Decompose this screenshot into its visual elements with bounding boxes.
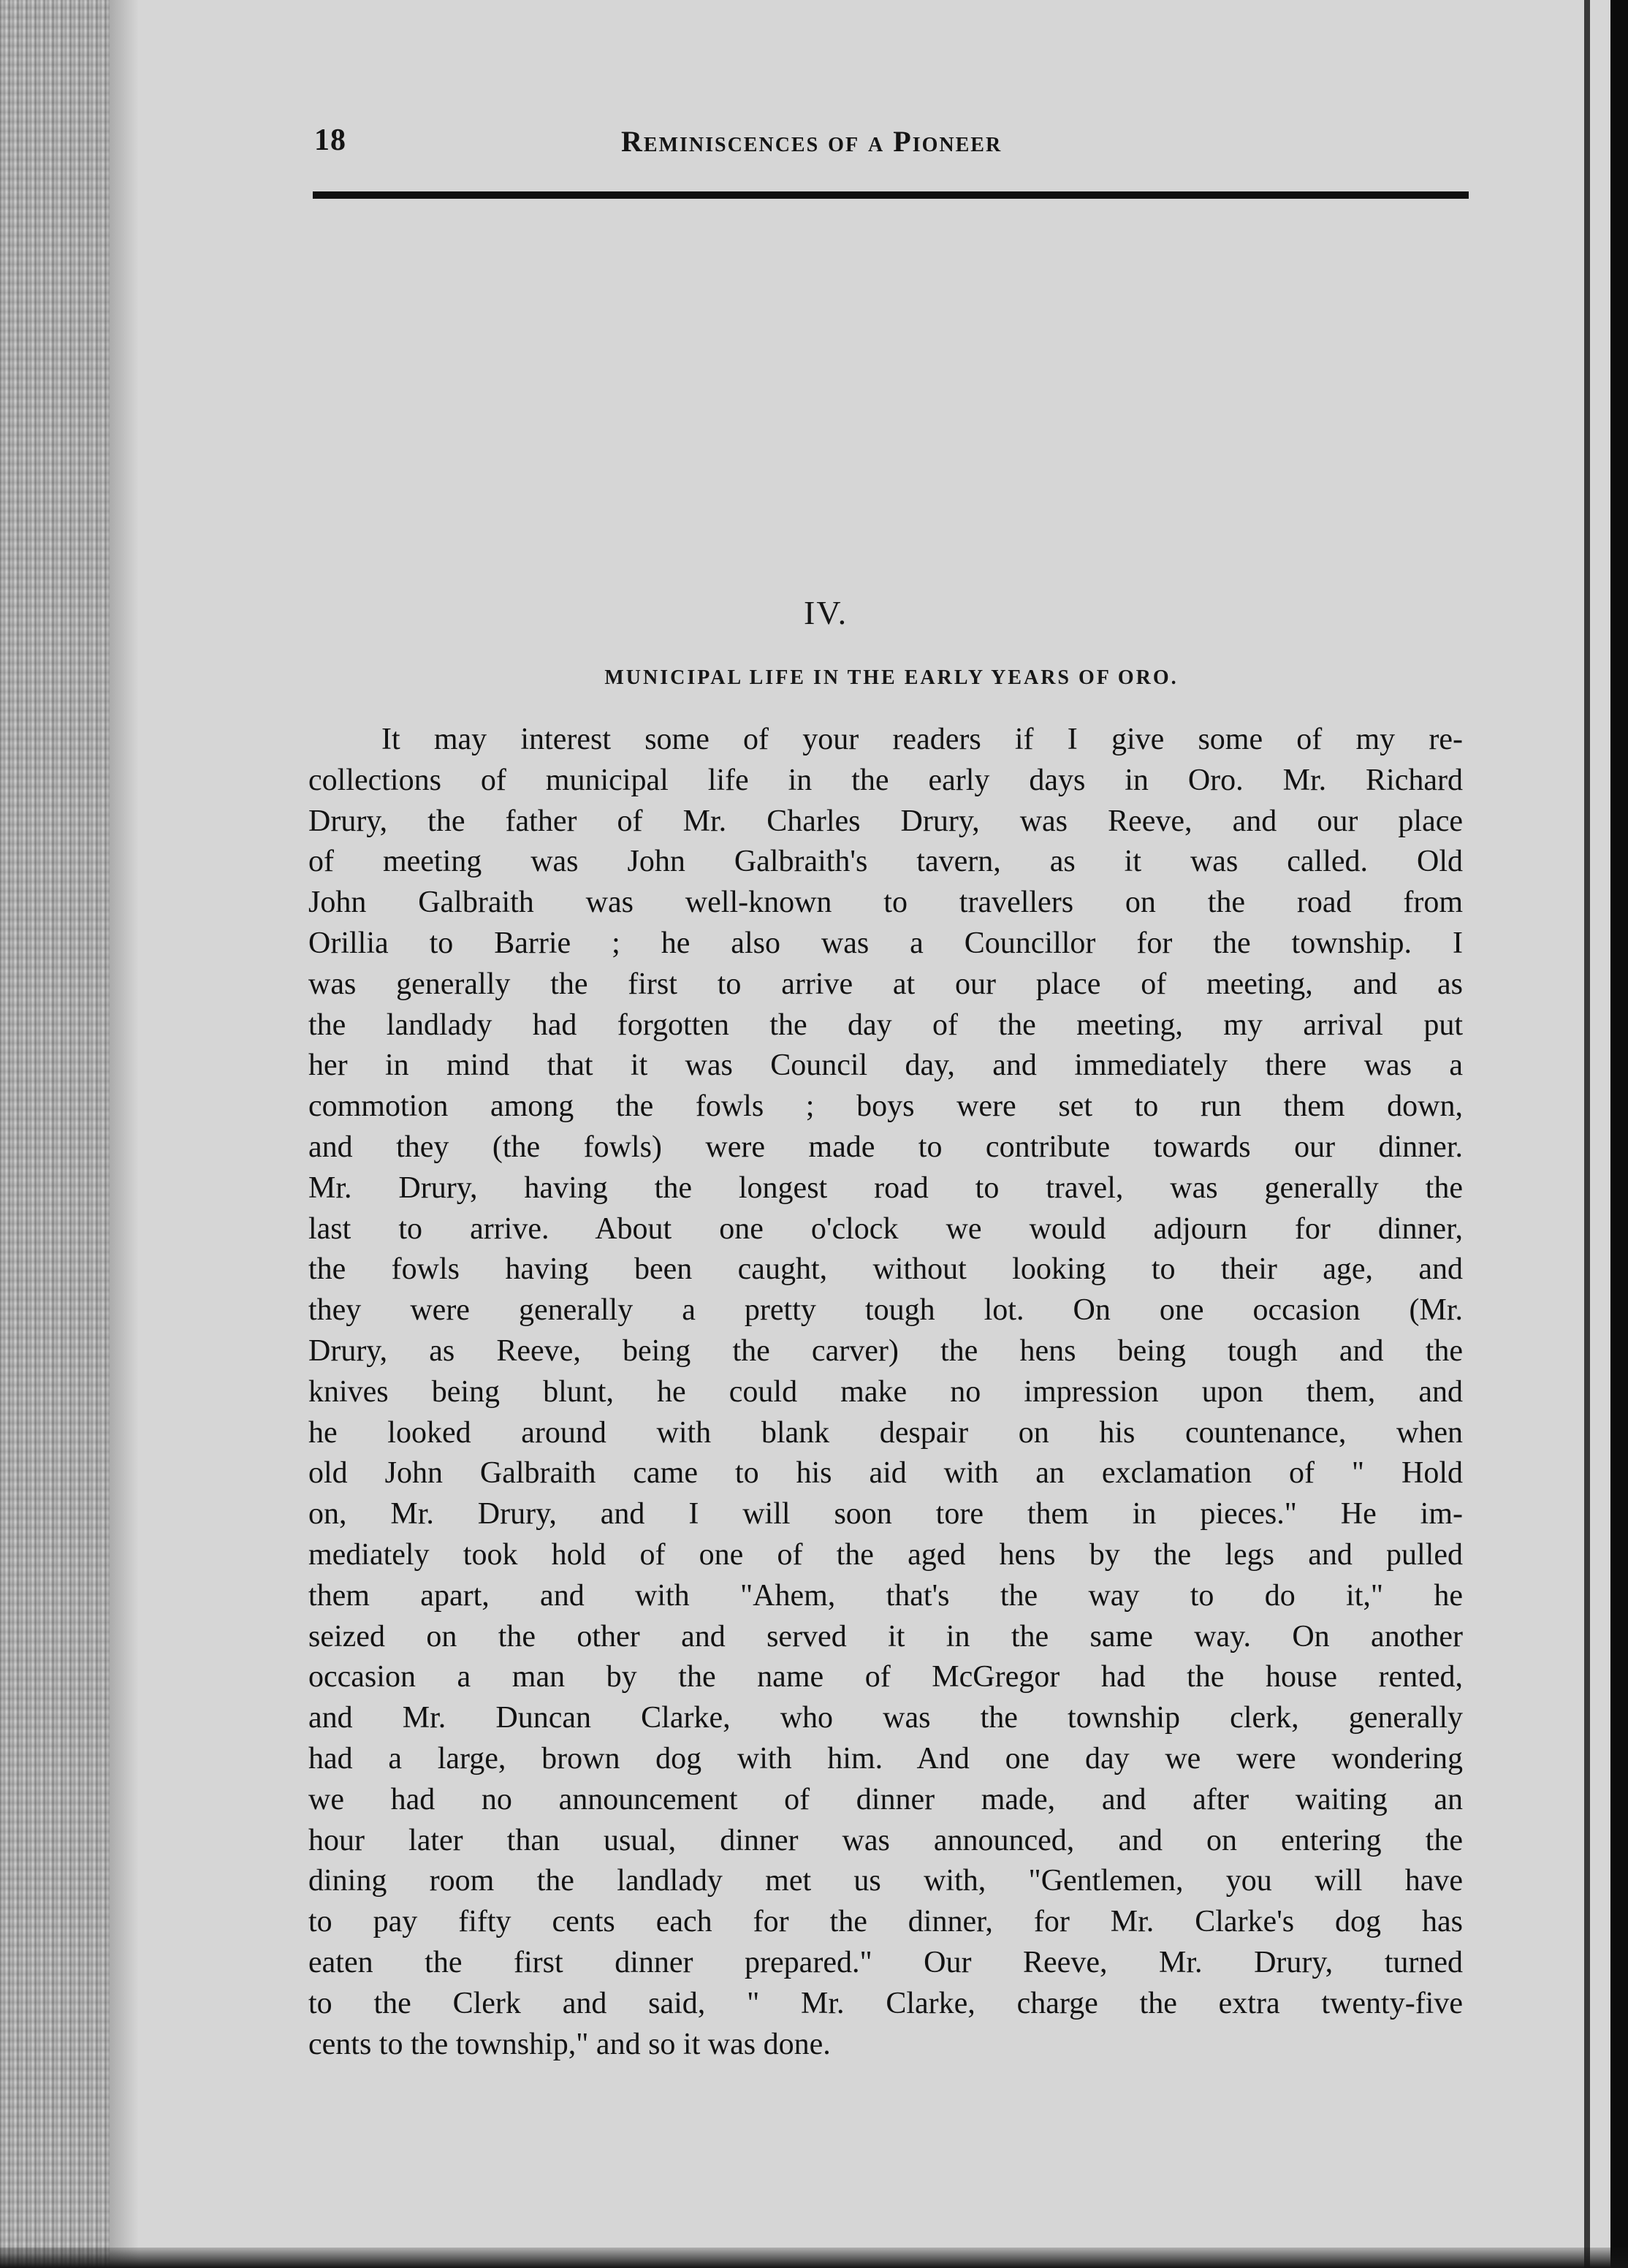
text-line: mediately took hold of one of the aged hens by the legs and pulled [308, 1537, 1463, 1572]
text-line: hour later than usual, dinner was announced, and on entering the [308, 1823, 1463, 1857]
text-line: collections of municipal life in the early days in Oro. Mr. Richard [308, 763, 1463, 797]
text-line: Mr. Drury, having the longest road to travel, was generally the [308, 1171, 1463, 1205]
body-paragraph [308, 720, 1463, 2065]
text-line: seized on the other and served it in the same way. On another [308, 1619, 1463, 1654]
text-line: It may interest some of your readers if I give some of my re- [381, 723, 1463, 756]
text-line: occasion a man by the name of McGregor had the house rented, [308, 1660, 1463, 1694]
text-line: knives being blunt, he could make no impression upon them, and [308, 1374, 1463, 1409]
text-line: of meeting was John Galbraith's tavern, as it was called. Old [308, 845, 1463, 879]
chapter-title: MUNICIPAL LIFE IN THE EARLY YEARS OF ORO. [604, 666, 1179, 689]
text-line: commotion among the fowls ; boys were set to run them down, [308, 1089, 1463, 1124]
running-header [314, 117, 1469, 175]
text-line: the landlady had forgotten the day of the meeting, my arrival put [308, 1008, 1463, 1042]
text-line: Orillia to Barrie ; he also was a Councillor for the township. I [308, 926, 1463, 960]
header-rule [313, 191, 1469, 199]
chapter-numeral: IV. [804, 594, 848, 631]
text-line: them apart, and with "Ahem, that's the way to do it," he [308, 1578, 1463, 1613]
text-line: we had no announcement of dinner made, and after waiting an [308, 1782, 1463, 1816]
page-bottom-edge [0, 2248, 1628, 2268]
text-line: on, Mr. Drury, and I will soon tore them in pieces." He im- [308, 1497, 1463, 1531]
text-line: her in mind that it was Council day, and immediately there was a [308, 1049, 1463, 1083]
text-line: Drury, as Reeve, being the carver) the hens being tough and the [308, 1333, 1463, 1368]
text-line: Drury, the father of Mr. Charles Drury, was Reeve, and our place [308, 804, 1463, 838]
text-line: cents to the township," and so it was done. [308, 2027, 831, 2061]
text-line: eaten the first dinner prepared." Our Reeve, Mr. Drury, turned [308, 1945, 1463, 1979]
text-line: to the Clerk and said, " Mr. Clarke, charge the extra twenty-five [308, 1986, 1463, 2020]
text-line: to pay fifty cents each for the dinner, for Mr. Clarke's dog has [308, 1905, 1463, 1939]
text-line: and Mr. Duncan Clarke, who was the township clerk, generally [308, 1701, 1463, 1735]
binding-shadow [110, 0, 139, 2268]
text-line: dining room the landlady met us with, "Gentlemen, you will have [308, 1864, 1463, 1898]
text-line: had a large, brown dog with him. And one day we were wondering [308, 1741, 1463, 1776]
text-line: he looked around with blank despair on his countenance, when [308, 1415, 1463, 1450]
text-line: they were generally a pretty tough lot. On one occasion (Mr. [308, 1293, 1463, 1328]
text-line: John Galbraith was well-known to travellers on the road from [308, 886, 1463, 920]
text-line: was generally the first to arrive at our place of meeting, and as [308, 967, 1463, 1001]
page-right-edge [1610, 0, 1628, 2268]
text-line: and they (the fowls) were made to contribute towards our dinner. [308, 1130, 1463, 1164]
page-edge-line [1584, 0, 1590, 2268]
page-number: 18 [314, 123, 346, 157]
text-line: the fowls having been caught, without looking to their age, and [308, 1252, 1463, 1287]
text-line: old John Galbraith came to his aid with an exclamation of " Hold [308, 1456, 1463, 1491]
text-line: last to arrive. About one o'clock we would adjourn for dinner, [308, 1211, 1463, 1246]
page-binding-edge [0, 0, 110, 2268]
running-title: Reminiscences of a Pioneer [621, 125, 1003, 158]
